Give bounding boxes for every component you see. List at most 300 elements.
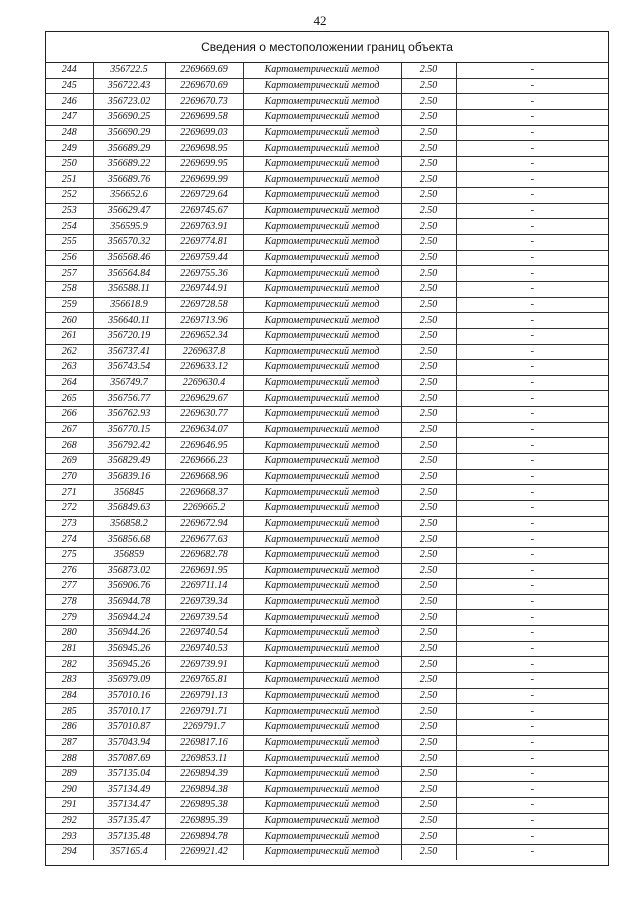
description-cell: - bbox=[456, 516, 608, 532]
table-row bbox=[46, 297, 608, 313]
point-number-cell: 256 bbox=[46, 250, 93, 266]
table-row bbox=[46, 485, 608, 501]
y-coordinate-cell: 2269765.81 bbox=[165, 672, 243, 688]
point-number-cell: 266 bbox=[46, 407, 93, 423]
method-cell: Картометрический метод bbox=[243, 219, 401, 235]
x-coordinate-cell: 356944.26 bbox=[93, 626, 165, 642]
table-row bbox=[46, 281, 608, 297]
y-coordinate-cell: 2269698.95 bbox=[165, 141, 243, 157]
method-cell: Картометрический метод bbox=[243, 375, 401, 391]
method-cell: Картометрический метод bbox=[243, 516, 401, 532]
point-number-cell: 257 bbox=[46, 266, 93, 282]
description-cell: - bbox=[456, 281, 608, 297]
description-cell: - bbox=[456, 845, 608, 860]
method-cell: Картометрический метод bbox=[243, 281, 401, 297]
x-coordinate-cell: 356829.49 bbox=[93, 454, 165, 470]
y-coordinate-cell: 2269629.67 bbox=[165, 391, 243, 407]
method-cell: Картометрический метод bbox=[243, 563, 401, 579]
x-coordinate-cell: 356845 bbox=[93, 485, 165, 501]
table-row bbox=[46, 172, 608, 188]
method-cell: Картометрический метод bbox=[243, 94, 401, 110]
table-row bbox=[46, 719, 608, 735]
point-number-cell: 277 bbox=[46, 579, 93, 595]
precision-cell: 2.50 bbox=[401, 845, 456, 860]
precision-cell: 2.50 bbox=[401, 219, 456, 235]
description-cell: - bbox=[456, 579, 608, 595]
y-coordinate-cell: 2269711.14 bbox=[165, 579, 243, 595]
point-number-cell: 246 bbox=[46, 94, 93, 110]
description-cell: - bbox=[456, 657, 608, 673]
y-coordinate-cell: 2269817.16 bbox=[165, 735, 243, 751]
y-coordinate-cell: 2269670.69 bbox=[165, 78, 243, 94]
precision-cell: 2.50 bbox=[401, 344, 456, 360]
table-row bbox=[46, 704, 608, 720]
description-cell: - bbox=[456, 188, 608, 204]
point-number-cell: 285 bbox=[46, 704, 93, 720]
x-coordinate-cell: 356568.46 bbox=[93, 250, 165, 266]
table-row bbox=[46, 219, 608, 235]
description-cell: - bbox=[456, 78, 608, 94]
y-coordinate-cell: 2269637.8 bbox=[165, 344, 243, 360]
x-coordinate-cell: 356722.43 bbox=[93, 78, 165, 94]
description-cell: - bbox=[456, 500, 608, 516]
table-row bbox=[46, 782, 608, 798]
y-coordinate-cell: 2269646.95 bbox=[165, 438, 243, 454]
point-number-cell: 255 bbox=[46, 235, 93, 251]
precision-cell: 2.50 bbox=[401, 297, 456, 313]
y-coordinate-cell: 2269728.58 bbox=[165, 297, 243, 313]
method-cell: Картометрический метод bbox=[243, 641, 401, 657]
table-row bbox=[46, 532, 608, 548]
description-cell: - bbox=[456, 626, 608, 642]
y-coordinate-cell: 2269713.96 bbox=[165, 313, 243, 329]
y-coordinate-cell: 2269699.95 bbox=[165, 156, 243, 172]
method-cell: Картометрический метод bbox=[243, 594, 401, 610]
point-number-cell: 288 bbox=[46, 751, 93, 767]
point-number-cell: 290 bbox=[46, 782, 93, 798]
y-coordinate-cell: 2269894.78 bbox=[165, 829, 243, 845]
table-row bbox=[46, 563, 608, 579]
point-number-cell: 280 bbox=[46, 626, 93, 642]
table-row bbox=[46, 579, 608, 595]
method-cell: Картометрический метод bbox=[243, 798, 401, 814]
method-cell: Картометрический метод bbox=[243, 704, 401, 720]
table-row bbox=[46, 500, 608, 516]
page-number: 42 bbox=[313, 13, 327, 28]
boundary-table-frame bbox=[45, 31, 609, 866]
point-number-cell: 252 bbox=[46, 188, 93, 204]
x-coordinate-cell: 356629.47 bbox=[93, 203, 165, 219]
y-coordinate-cell: 2269677.63 bbox=[165, 532, 243, 548]
precision-cell: 2.50 bbox=[401, 391, 456, 407]
y-coordinate-cell: 2269699.58 bbox=[165, 109, 243, 125]
table-row bbox=[46, 610, 608, 626]
y-coordinate-cell: 2269921.42 bbox=[165, 845, 243, 860]
coordinates-table-body bbox=[46, 63, 608, 860]
point-number-cell: 281 bbox=[46, 641, 93, 657]
x-coordinate-cell: 356737.41 bbox=[93, 344, 165, 360]
description-cell: - bbox=[456, 172, 608, 188]
y-coordinate-cell: 2269895.39 bbox=[165, 813, 243, 829]
x-coordinate-cell: 357135.48 bbox=[93, 829, 165, 845]
point-number-cell: 272 bbox=[46, 500, 93, 516]
description-cell: - bbox=[456, 798, 608, 814]
description-cell: - bbox=[456, 360, 608, 376]
point-number-cell: 249 bbox=[46, 141, 93, 157]
x-coordinate-cell: 356689.76 bbox=[93, 172, 165, 188]
description-cell: - bbox=[456, 297, 608, 313]
method-cell: Картометрический метод bbox=[243, 109, 401, 125]
table-row bbox=[46, 422, 608, 438]
method-cell: Картометрический метод bbox=[243, 78, 401, 94]
method-cell: Картометрический метод bbox=[243, 344, 401, 360]
x-coordinate-cell: 356564.84 bbox=[93, 266, 165, 282]
precision-cell: 2.50 bbox=[401, 813, 456, 829]
table-title: Сведения о местоположении границ объекта bbox=[46, 32, 608, 63]
point-number-cell: 244 bbox=[46, 63, 93, 78]
precision-cell: 2.50 bbox=[401, 688, 456, 704]
y-coordinate-cell: 2269740.54 bbox=[165, 626, 243, 642]
description-cell: - bbox=[456, 344, 608, 360]
precision-cell: 2.50 bbox=[401, 156, 456, 172]
method-cell: Картометрический метод bbox=[243, 328, 401, 344]
y-coordinate-cell: 2269634.07 bbox=[165, 422, 243, 438]
x-coordinate-cell: 356723.02 bbox=[93, 94, 165, 110]
point-number-cell: 270 bbox=[46, 469, 93, 485]
table-row bbox=[46, 407, 608, 423]
precision-cell: 2.50 bbox=[401, 594, 456, 610]
precision-cell: 2.50 bbox=[401, 532, 456, 548]
x-coordinate-cell: 356756.77 bbox=[93, 391, 165, 407]
point-number-cell: 258 bbox=[46, 281, 93, 297]
point-number-cell: 263 bbox=[46, 360, 93, 376]
precision-cell: 2.50 bbox=[401, 94, 456, 110]
precision-cell: 2.50 bbox=[401, 250, 456, 266]
precision-cell: 2.50 bbox=[401, 469, 456, 485]
point-number-cell: 274 bbox=[46, 532, 93, 548]
precision-cell: 2.50 bbox=[401, 281, 456, 297]
x-coordinate-cell: 356720.19 bbox=[93, 328, 165, 344]
table-row bbox=[46, 626, 608, 642]
y-coordinate-cell: 2269630.77 bbox=[165, 407, 243, 423]
method-cell: Картометрический метод bbox=[243, 297, 401, 313]
point-number-cell: 267 bbox=[46, 422, 93, 438]
y-coordinate-cell: 2269665.2 bbox=[165, 500, 243, 516]
y-coordinate-cell: 2269755.36 bbox=[165, 266, 243, 282]
y-coordinate-cell: 2269763.91 bbox=[165, 219, 243, 235]
y-coordinate-cell: 2269682.78 bbox=[165, 547, 243, 563]
precision-cell: 2.50 bbox=[401, 109, 456, 125]
description-cell: - bbox=[456, 391, 608, 407]
precision-cell: 2.50 bbox=[401, 641, 456, 657]
x-coordinate-cell: 357010.17 bbox=[93, 704, 165, 720]
x-coordinate-cell: 357165.4 bbox=[93, 845, 165, 860]
table-row bbox=[46, 845, 608, 860]
method-cell: Картометрический метод bbox=[243, 579, 401, 595]
method-cell: Картометрический метод bbox=[243, 360, 401, 376]
table-row bbox=[46, 344, 608, 360]
x-coordinate-cell: 356618.9 bbox=[93, 297, 165, 313]
x-coordinate-cell: 356839.16 bbox=[93, 469, 165, 485]
method-cell: Картометрический метод bbox=[243, 391, 401, 407]
y-coordinate-cell: 2269729.64 bbox=[165, 188, 243, 204]
method-cell: Картометрический метод bbox=[243, 547, 401, 563]
description-cell: - bbox=[456, 235, 608, 251]
description-cell: - bbox=[456, 313, 608, 329]
method-cell: Картометрический метод bbox=[243, 172, 401, 188]
precision-cell: 2.50 bbox=[401, 125, 456, 141]
point-number-cell: 250 bbox=[46, 156, 93, 172]
method-cell: Картометрический метод bbox=[243, 829, 401, 845]
table-row bbox=[46, 798, 608, 814]
table-row bbox=[46, 813, 608, 829]
precision-cell: 2.50 bbox=[401, 766, 456, 782]
description-cell: - bbox=[456, 719, 608, 735]
table-row bbox=[46, 188, 608, 204]
description-cell: - bbox=[456, 672, 608, 688]
point-number-cell: 248 bbox=[46, 125, 93, 141]
point-number-cell: 291 bbox=[46, 798, 93, 814]
x-coordinate-cell: 356689.22 bbox=[93, 156, 165, 172]
method-cell: Картометрический метод bbox=[243, 266, 401, 282]
precision-cell: 2.50 bbox=[401, 188, 456, 204]
method-cell: Картометрический метод bbox=[243, 313, 401, 329]
precision-cell: 2.50 bbox=[401, 203, 456, 219]
x-coordinate-cell: 356792.42 bbox=[93, 438, 165, 454]
table-row bbox=[46, 735, 608, 751]
precision-cell: 2.50 bbox=[401, 610, 456, 626]
precision-cell: 2.50 bbox=[401, 516, 456, 532]
precision-cell: 2.50 bbox=[401, 719, 456, 735]
description-cell: - bbox=[456, 141, 608, 157]
y-coordinate-cell: 2269791.71 bbox=[165, 704, 243, 720]
method-cell: Картометрический метод bbox=[243, 422, 401, 438]
description-cell: - bbox=[456, 766, 608, 782]
description-cell: - bbox=[456, 63, 608, 78]
method-cell: Картометрический метод bbox=[243, 672, 401, 688]
table-row bbox=[46, 328, 608, 344]
table-row bbox=[46, 313, 608, 329]
precision-cell: 2.50 bbox=[401, 735, 456, 751]
point-number-cell: 254 bbox=[46, 219, 93, 235]
description-cell: - bbox=[456, 532, 608, 548]
point-number-cell: 269 bbox=[46, 454, 93, 470]
point-number-cell: 271 bbox=[46, 485, 93, 501]
description-cell: - bbox=[456, 782, 608, 798]
method-cell: Картометрический метод bbox=[243, 532, 401, 548]
point-number-cell: 284 bbox=[46, 688, 93, 704]
y-coordinate-cell: 2269668.96 bbox=[165, 469, 243, 485]
table-row bbox=[46, 141, 608, 157]
method-cell: Картометрический метод bbox=[243, 438, 401, 454]
point-number-cell: 251 bbox=[46, 172, 93, 188]
description-cell: - bbox=[456, 219, 608, 235]
point-number-cell: 262 bbox=[46, 344, 93, 360]
method-cell: Картометрический метод bbox=[243, 156, 401, 172]
x-coordinate-cell: 356770.15 bbox=[93, 422, 165, 438]
point-number-cell: 294 bbox=[46, 845, 93, 860]
x-coordinate-cell: 356722.5 bbox=[93, 63, 165, 78]
x-coordinate-cell: 356858.2 bbox=[93, 516, 165, 532]
method-cell: Картометрический метод bbox=[243, 626, 401, 642]
point-number-cell: 292 bbox=[46, 813, 93, 829]
point-number-cell: 261 bbox=[46, 328, 93, 344]
method-cell: Картометрический метод bbox=[243, 845, 401, 860]
description-cell: - bbox=[456, 125, 608, 141]
x-coordinate-cell: 356944.78 bbox=[93, 594, 165, 610]
y-coordinate-cell: 2269759.44 bbox=[165, 250, 243, 266]
table-row bbox=[46, 391, 608, 407]
table-row bbox=[46, 203, 608, 219]
table-row bbox=[46, 109, 608, 125]
precision-cell: 2.50 bbox=[401, 375, 456, 391]
y-coordinate-cell: 2269630.4 bbox=[165, 375, 243, 391]
y-coordinate-cell: 2269633.12 bbox=[165, 360, 243, 376]
method-cell: Картометрический метод bbox=[243, 782, 401, 798]
table-row bbox=[46, 156, 608, 172]
precision-cell: 2.50 bbox=[401, 454, 456, 470]
method-cell: Картометрический метод bbox=[243, 719, 401, 735]
point-number-cell: 259 bbox=[46, 297, 93, 313]
point-number-cell: 247 bbox=[46, 109, 93, 125]
method-cell: Картометрический метод bbox=[243, 469, 401, 485]
table-row bbox=[46, 360, 608, 376]
x-coordinate-cell: 356689.29 bbox=[93, 141, 165, 157]
x-coordinate-cell: 356979.09 bbox=[93, 672, 165, 688]
description-cell: - bbox=[456, 328, 608, 344]
precision-cell: 2.50 bbox=[401, 266, 456, 282]
table-row bbox=[46, 375, 608, 391]
description-cell: - bbox=[456, 641, 608, 657]
method-cell: Картометрический метод bbox=[243, 657, 401, 673]
x-coordinate-cell: 357134.49 bbox=[93, 782, 165, 798]
table-row bbox=[46, 751, 608, 767]
table-row bbox=[46, 454, 608, 470]
x-coordinate-cell: 357010.16 bbox=[93, 688, 165, 704]
method-cell: Картометрический метод bbox=[243, 766, 401, 782]
table-row bbox=[46, 766, 608, 782]
x-coordinate-cell: 356570.32 bbox=[93, 235, 165, 251]
description-cell: - bbox=[456, 250, 608, 266]
description-cell: - bbox=[456, 156, 608, 172]
table-row bbox=[46, 657, 608, 673]
point-number-cell: 282 bbox=[46, 657, 93, 673]
description-cell: - bbox=[456, 594, 608, 610]
description-cell: - bbox=[456, 469, 608, 485]
x-coordinate-cell: 356873.02 bbox=[93, 563, 165, 579]
precision-cell: 2.50 bbox=[401, 500, 456, 516]
x-coordinate-cell: 356749.7 bbox=[93, 375, 165, 391]
table-row bbox=[46, 594, 608, 610]
y-coordinate-cell: 2269668.37 bbox=[165, 485, 243, 501]
point-number-cell: 276 bbox=[46, 563, 93, 579]
point-number-cell: 293 bbox=[46, 829, 93, 845]
precision-cell: 2.50 bbox=[401, 235, 456, 251]
precision-cell: 2.50 bbox=[401, 751, 456, 767]
y-coordinate-cell: 2269670.73 bbox=[165, 94, 243, 110]
x-coordinate-cell: 356849.63 bbox=[93, 500, 165, 516]
y-coordinate-cell: 2269894.38 bbox=[165, 782, 243, 798]
x-coordinate-cell: 356762.93 bbox=[93, 407, 165, 423]
y-coordinate-cell: 2269894.39 bbox=[165, 766, 243, 782]
method-cell: Картометрический метод bbox=[243, 63, 401, 78]
x-coordinate-cell: 357087.69 bbox=[93, 751, 165, 767]
y-coordinate-cell: 2269744.91 bbox=[165, 281, 243, 297]
precision-cell: 2.50 bbox=[401, 547, 456, 563]
description-cell: - bbox=[456, 203, 608, 219]
y-coordinate-cell: 2269739.34 bbox=[165, 594, 243, 610]
table-row bbox=[46, 547, 608, 563]
y-coordinate-cell: 2269895.38 bbox=[165, 798, 243, 814]
precision-cell: 2.50 bbox=[401, 422, 456, 438]
method-cell: Картометрический метод bbox=[243, 485, 401, 501]
table-row bbox=[46, 78, 608, 94]
y-coordinate-cell: 2269699.03 bbox=[165, 125, 243, 141]
method-cell: Картометрический метод bbox=[243, 407, 401, 423]
method-cell: Картометрический метод bbox=[243, 751, 401, 767]
x-coordinate-cell: 356945.26 bbox=[93, 657, 165, 673]
description-cell: - bbox=[456, 454, 608, 470]
x-coordinate-cell: 356690.25 bbox=[93, 109, 165, 125]
method-cell: Картометрический метод bbox=[243, 454, 401, 470]
x-coordinate-cell: 356690.29 bbox=[93, 125, 165, 141]
table-row bbox=[46, 94, 608, 110]
point-number-cell: 253 bbox=[46, 203, 93, 219]
description-cell: - bbox=[456, 829, 608, 845]
point-number-cell: 273 bbox=[46, 516, 93, 532]
precision-cell: 2.50 bbox=[401, 172, 456, 188]
precision-cell: 2.50 bbox=[401, 579, 456, 595]
x-coordinate-cell: 357134.47 bbox=[93, 798, 165, 814]
description-cell: - bbox=[456, 94, 608, 110]
x-coordinate-cell: 357043.94 bbox=[93, 735, 165, 751]
method-cell: Картометрический метод bbox=[243, 500, 401, 516]
description-cell: - bbox=[456, 751, 608, 767]
point-number-cell: 260 bbox=[46, 313, 93, 329]
point-number-cell: 279 bbox=[46, 610, 93, 626]
precision-cell: 2.50 bbox=[401, 563, 456, 579]
description-cell: - bbox=[456, 407, 608, 423]
y-coordinate-cell: 2269791.13 bbox=[165, 688, 243, 704]
table-row bbox=[46, 438, 608, 454]
table-row bbox=[46, 235, 608, 251]
precision-cell: 2.50 bbox=[401, 704, 456, 720]
table-row bbox=[46, 516, 608, 532]
point-number-cell: 245 bbox=[46, 78, 93, 94]
table-row bbox=[46, 250, 608, 266]
table-row bbox=[46, 641, 608, 657]
y-coordinate-cell: 2269699.99 bbox=[165, 172, 243, 188]
precision-cell: 2.50 bbox=[401, 829, 456, 845]
y-coordinate-cell: 2269666.23 bbox=[165, 454, 243, 470]
y-coordinate-cell: 2269774.81 bbox=[165, 235, 243, 251]
method-cell: Картометрический метод bbox=[243, 203, 401, 219]
table-row bbox=[46, 829, 608, 845]
precision-cell: 2.50 bbox=[401, 313, 456, 329]
precision-cell: 2.50 bbox=[401, 360, 456, 376]
precision-cell: 2.50 bbox=[401, 798, 456, 814]
precision-cell: 2.50 bbox=[401, 626, 456, 642]
x-coordinate-cell: 356945.26 bbox=[93, 641, 165, 657]
y-coordinate-cell: 2269745.67 bbox=[165, 203, 243, 219]
method-cell: Картометрический метод bbox=[243, 141, 401, 157]
description-cell: - bbox=[456, 688, 608, 704]
precision-cell: 2.50 bbox=[401, 672, 456, 688]
point-number-cell: 283 bbox=[46, 672, 93, 688]
y-coordinate-cell: 2269669.69 bbox=[165, 63, 243, 78]
method-cell: Картометрический метод bbox=[243, 735, 401, 751]
table-row bbox=[46, 266, 608, 282]
